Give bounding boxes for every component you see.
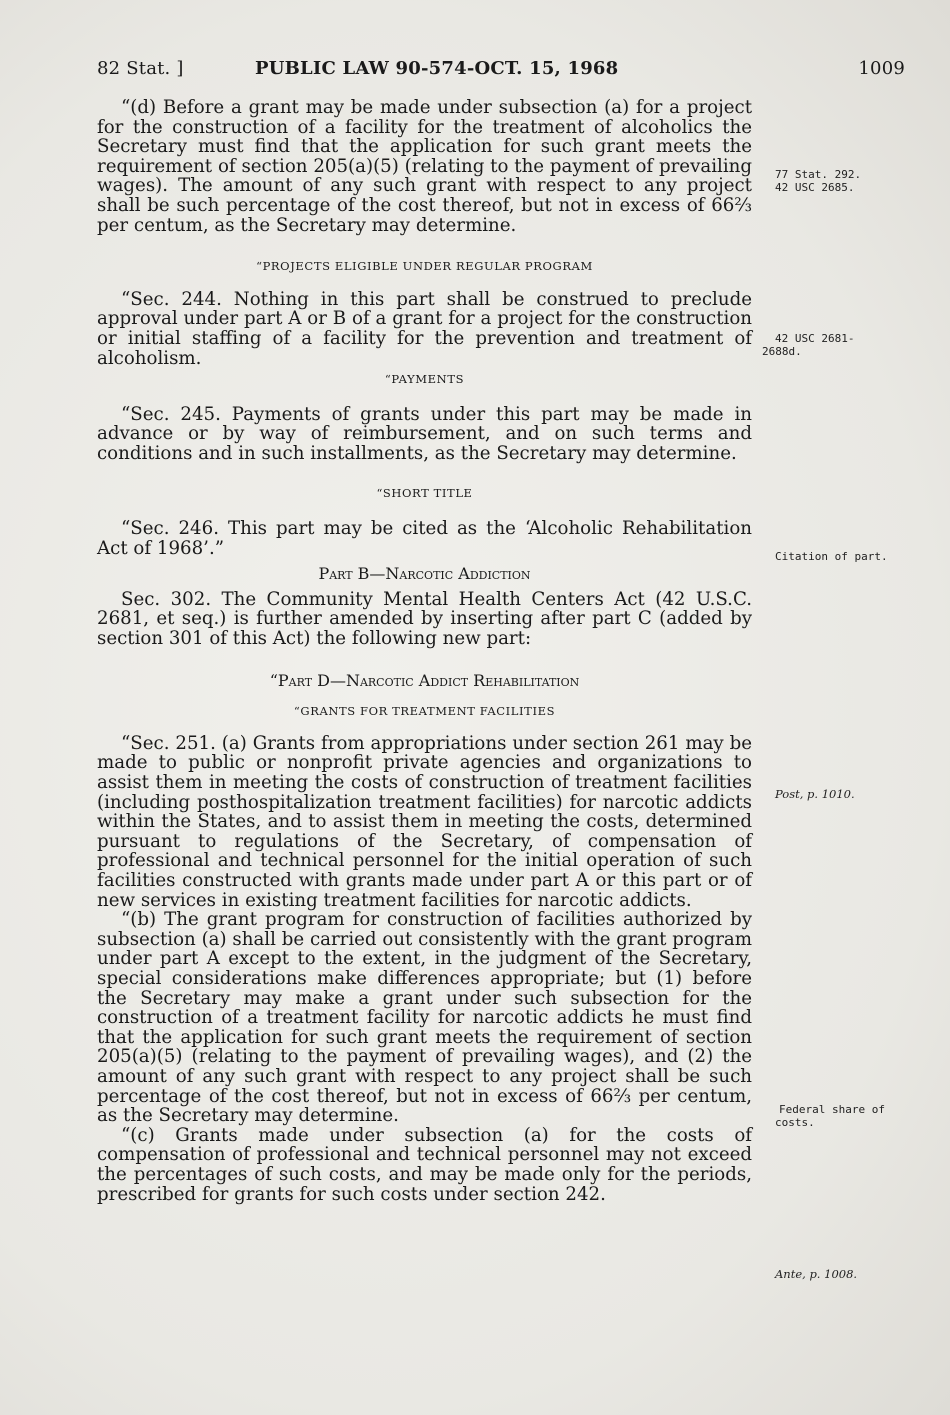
statute-reference: 82 Stat. ] <box>97 58 184 79</box>
subsection-d: “(d) Before a grant may be made under subsection (a) for a project for the construction of a facility for the treatment of alcoholics the Secretary must find that the application for such grant meets the requirement of section 205(a)(5) (relating to the payment of prevailing wages). The amount of any such grant with respect to any project shall be such percentage of the cost thereof, but not in excess of 66⅔ per centum, as the Secretary may determine. <box>97 97 752 236</box>
section-246: “Sec. 246. This part may be cited as the ‘Alcoholic Rehabilitation Act of 1968’.” <box>97 518 752 559</box>
heading-part-d: “Part D—Narcotic Addict Rehabilitation <box>269 670 580 690</box>
law-title: PUBLIC LAW 90-574-OCT. 15, 1968 <box>255 58 619 79</box>
section-302: Sec. 302. The Community Mental Health Centers Act (42 U.S.C. 2681, et seq.) is further amended by inserting after part C (added by section 301 of this Act) the following new part: <box>97 588 752 650</box>
margin-note-usc: 42 USC 2681- 2688d. <box>762 332 855 358</box>
heading-projects-eligible: “PROJECTS ELIGIBLE UNDER REGULAR PROGRAM <box>256 259 593 274</box>
margin-note-stat: 77 Stat. 292. 42 USC 2685. <box>775 168 862 194</box>
section-251-c: “(c) Grants made under subsection (a) for the costs of compensation of professional and technical personnel may not exceed the percentages of such costs, and may be made only for the periods, prescribed for grants for such costs under section 242. <box>97 1124 752 1205</box>
section-251-b: “(b) The grant program for construction of facilities authorized by subsection (a) shall be carried out consistently with the grant program under part A except to the extent, in the judgment of the Secretary, special considerations make differences appropriate; but (1) before the Secretary may make a grant under such subsection for the construction of a treatment facility for narcotic addicts he must find that the application for such grant meets the requirement of section 205(a)(5) (relating to the payment of prevailing wages), and (2) the amount of any such grant with respect to any project shall be such percentage of the cost thereof, but not in excess of 66⅔ per centum, as the Secretary may determine. <box>97 909 752 1127</box>
margin-note-federal-share: Federal share of costs. <box>775 1103 885 1129</box>
margin-note-post: Post, p. 1010. <box>775 787 855 801</box>
heading-part-b: Part B—Narcotic Addiction <box>318 564 531 584</box>
heading-grants-treatment: “GRANTS FOR TREATMENT FACILITIES <box>293 704 556 719</box>
section-244: “Sec. 244. Nothing in this part shall be construed to preclude approval under part A or B of a grant for a project for the construction or initial staffing of a facility for the prevention and treatment of alcoholism. <box>97 288 752 369</box>
body-text <box>97 98 752 1204</box>
section-245: “Sec. 245. Payments of grants under this part may be made in advance or by way of reimbursement, and on such terms and conditions and in such installments, as the Secretary may determine. <box>97 403 752 464</box>
page-number: 1009 <box>858 58 905 79</box>
margin-note-citation: Citation of part. <box>775 550 888 563</box>
section-251-a: “Sec. 251. (a) Grants from appropriations under section 261 may be made to public or nonprofit private agencies and organizations to assist them in meeting the costs of construction of treatment facilities (including posthospitalization treatment facilities) for narcotic addicts within the States, and to assist them in meeting the costs, determined pursuant to regulations of the Secretary, of compensation of professional and technical personnel for the initial operation of such facilities constructed with grants made under part A or this part or of new services in existing treatment facilities for narcotic addicts. <box>97 732 752 911</box>
margin-note-ante: Ante, p. 1008. <box>775 1267 858 1281</box>
heading-short-title: “SHORT TITLE <box>376 485 473 500</box>
heading-payments: “PAYMENTS <box>384 372 465 387</box>
